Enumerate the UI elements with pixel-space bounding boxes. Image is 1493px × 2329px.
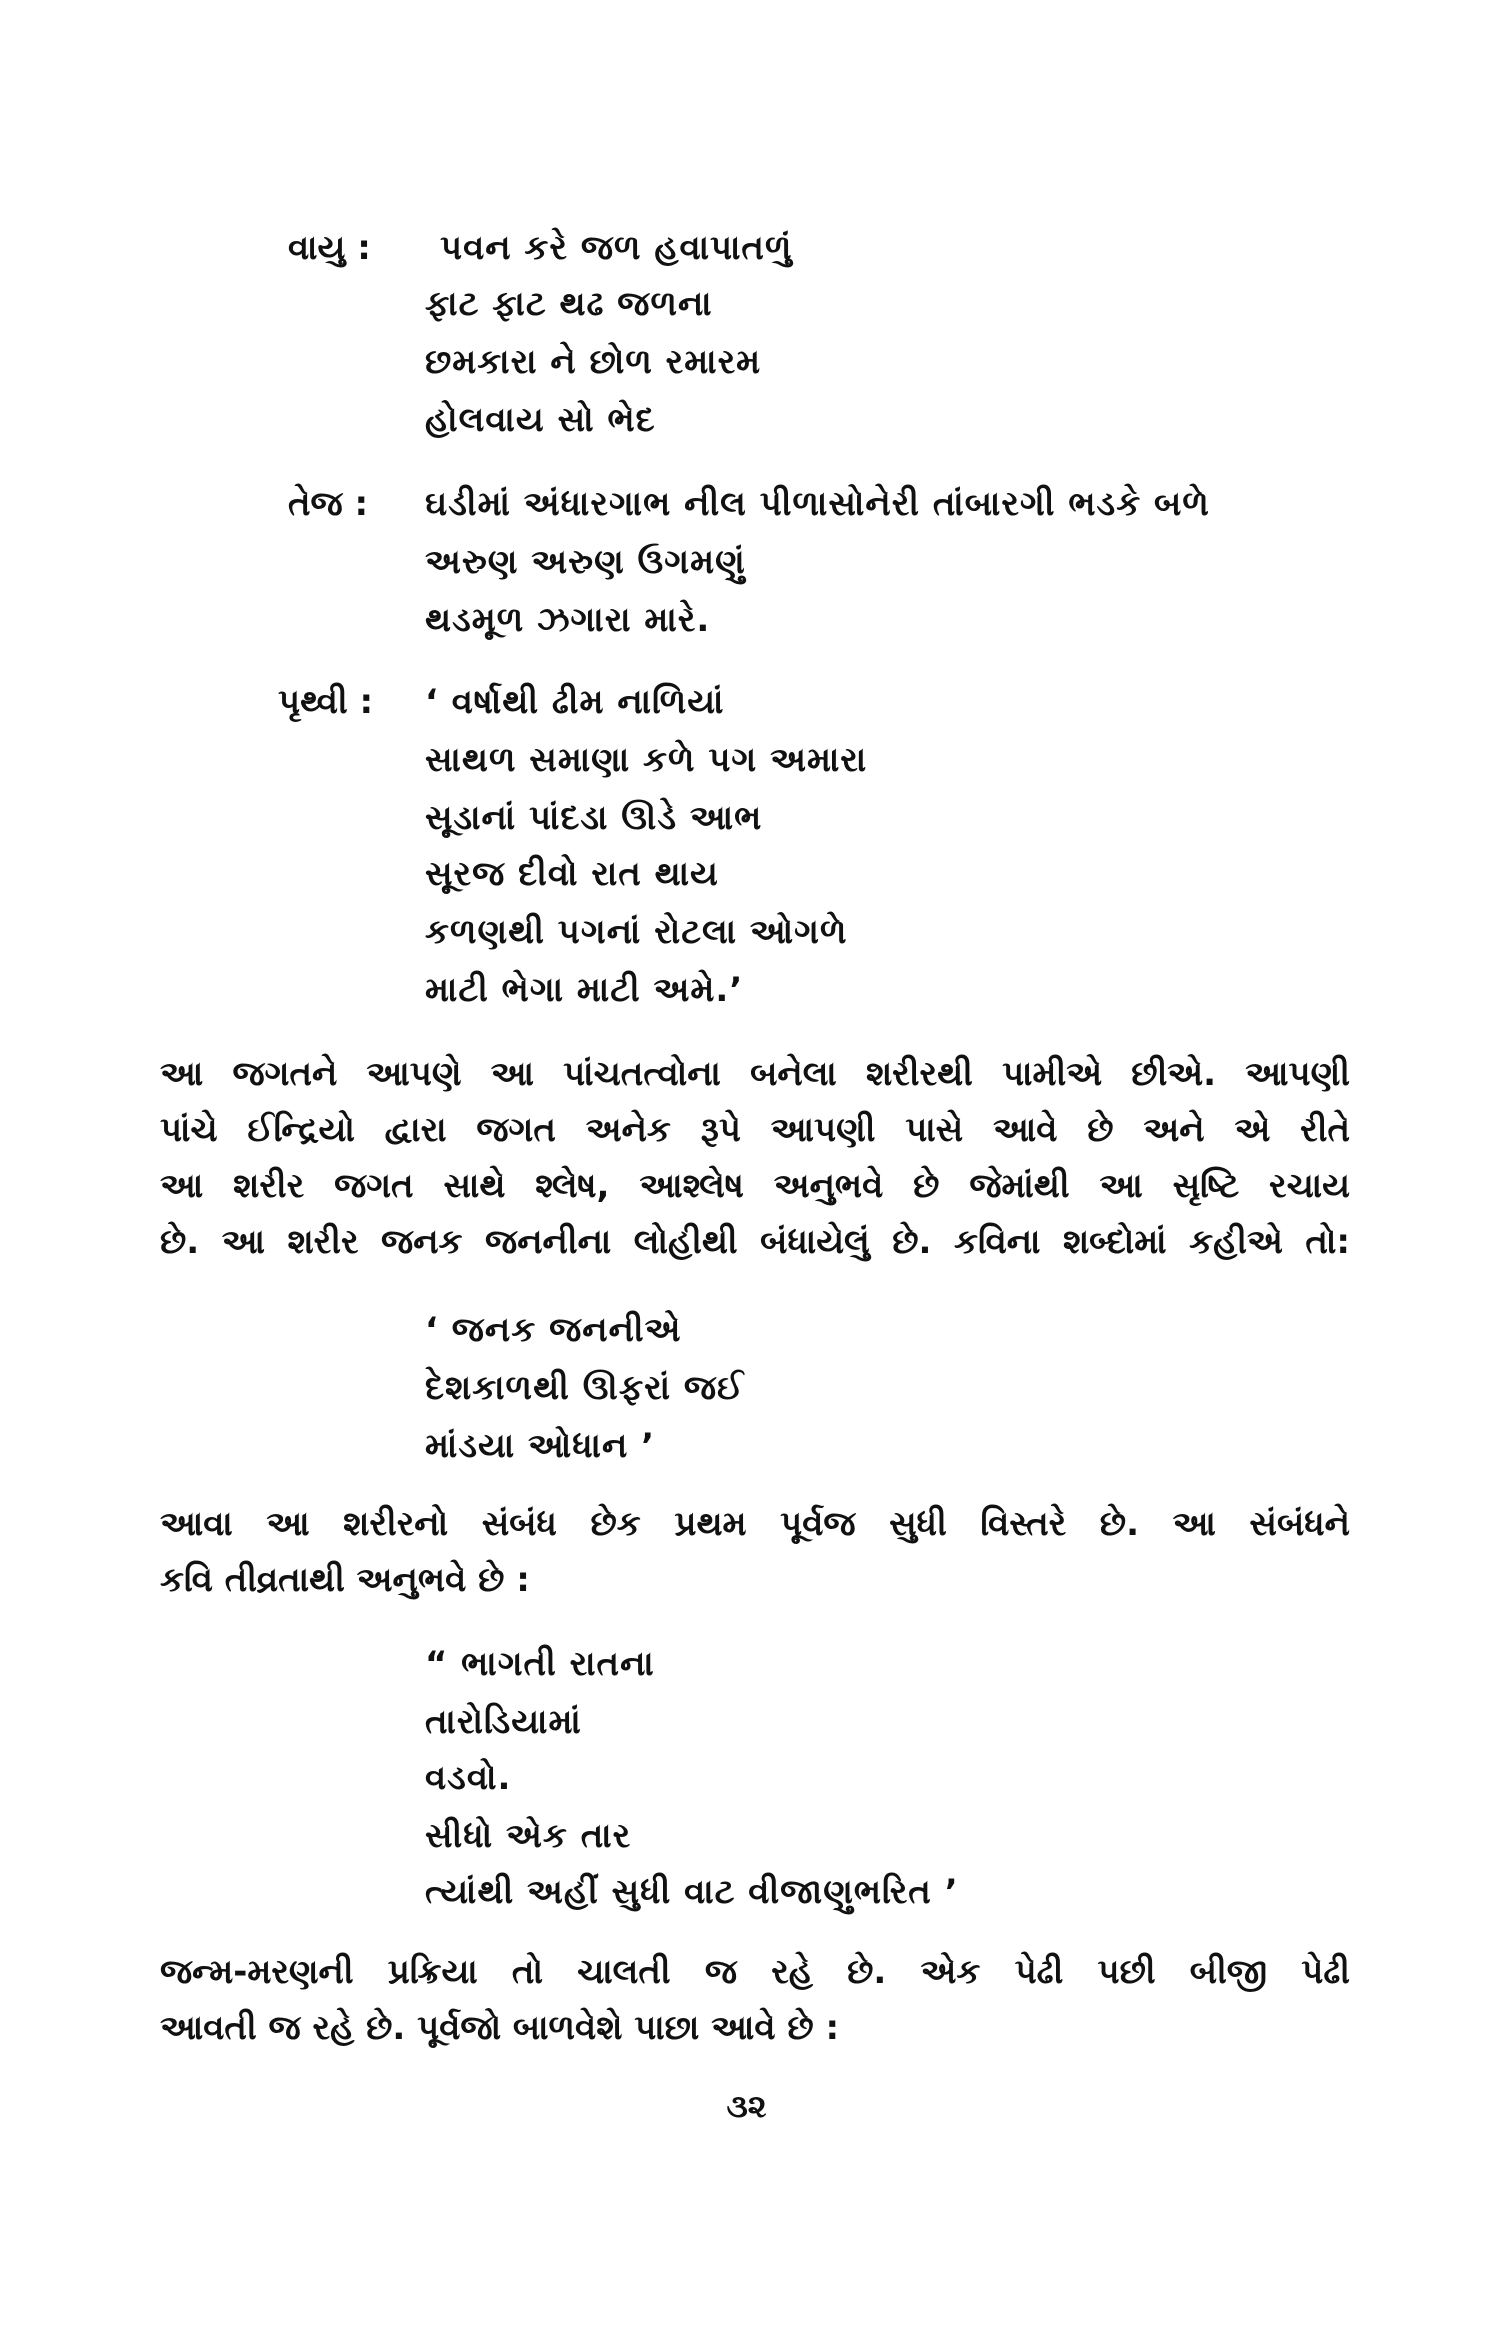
verse-line: ‘ વર્ષાથી ઢીમ નાળિયાં <box>425 682 725 722</box>
speaker-tej: તેજ : <box>288 484 369 524</box>
verse-line: ફાટ ફાટ થઢ જળના <box>425 284 713 324</box>
verse-line: કળણથી પગનાં રોટલા ઓગળે <box>425 912 848 952</box>
verse-line: સૂરજ દીવો રાત થાય <box>425 854 719 894</box>
paragraph-line: છે. આ શરીર જનક જનનીના લોહીથી બંધાયેલું છે. કવિના શબ્દોમાં કહીએ તો: <box>160 1222 1350 1262</box>
paragraph-line: આવતી જ રહે છે. પૂર્વજો બાળવેશે પાછા આવે છે : <box>160 2008 840 2048</box>
verse-line: પવન કરે જળ હવાપાતળું <box>440 228 793 268</box>
speaker-vayu: વાયુ : <box>288 228 371 268</box>
paragraph-line: આવા આ શરીરનો સંબંધ છેક પ્રથમ પૂર્વજ સુધી વિસ્તરે છે. આ સંબંધને <box>160 1504 1350 1544</box>
quote-line: ત્યાંથી અહીં સુધી વાટ વીજાણુભરિત ’ <box>425 1872 959 1912</box>
verse-line: ઘડીમાં અંધારગાભ નીલ પીળાસોનેરી તાંબારગી ભડકે બળે <box>425 484 1210 524</box>
quote-line: “ ભાગતી રાતના <box>425 1644 655 1684</box>
paragraph-line: પાંચે ઈન્દ્રિયો દ્વારા જગત અનેક રૂપે આપણી પાસે આવે છે અને એ રીતે <box>160 1110 1350 1150</box>
verse-line: અરુણ અરુણ ઉગમણું <box>425 542 746 582</box>
verse-line: છમકારા ને છોળ રમારમ <box>425 342 762 382</box>
paragraph-line: કવિ તીવ્રતાથી અનુભવે છે : <box>160 1560 530 1600</box>
page-number: ૩૨ <box>726 2087 767 2125</box>
quote-line: માંડયા ઓધાન ’ <box>425 1426 656 1466</box>
quote-line: ‘ જનક જનનીએ <box>425 1310 682 1350</box>
verse-line: સૂડાનાં પાંદડા ઊડે આભ <box>425 798 763 838</box>
paragraph-line: આ શરીર જગત સાથે શ્લેષ, આશ્લેષ અનુભવે છે જેમાંથી આ સૃષ્ટિ રચાય <box>160 1166 1350 1206</box>
speaker-pruthvi: પૃથ્વી : <box>278 682 374 722</box>
verse-line: હોલવાય સો ભેદ <box>425 400 656 440</box>
paragraph-line: જન્મ-મરણની પ્રક્રિયા તો ચાલતી જ રહે છે. એક પેઢી પછી બીજી પેઢી <box>160 1952 1350 1992</box>
quote-line: વડવો. <box>425 1758 512 1798</box>
paragraph-line: આ જગતને આપણે આ પાંચતત્વોના બનેલા શરીરથી પામીએ છીએ. આપણી <box>160 1054 1350 1094</box>
verse-line: સાથળ સમાણા કળે પગ અમારા <box>425 740 868 780</box>
quote-line: દેશકાળથી ઊફરાં જઈ <box>425 1368 745 1408</box>
verse-line: માટી ભેગા માટી અમે.’ <box>425 970 744 1010</box>
verse-line: થડમૂળ ઝગારા મારે. <box>425 600 711 640</box>
quote-line: તારોડિયામાં <box>425 1702 582 1742</box>
quote-line: સીધો એક તાર <box>425 1816 632 1856</box>
